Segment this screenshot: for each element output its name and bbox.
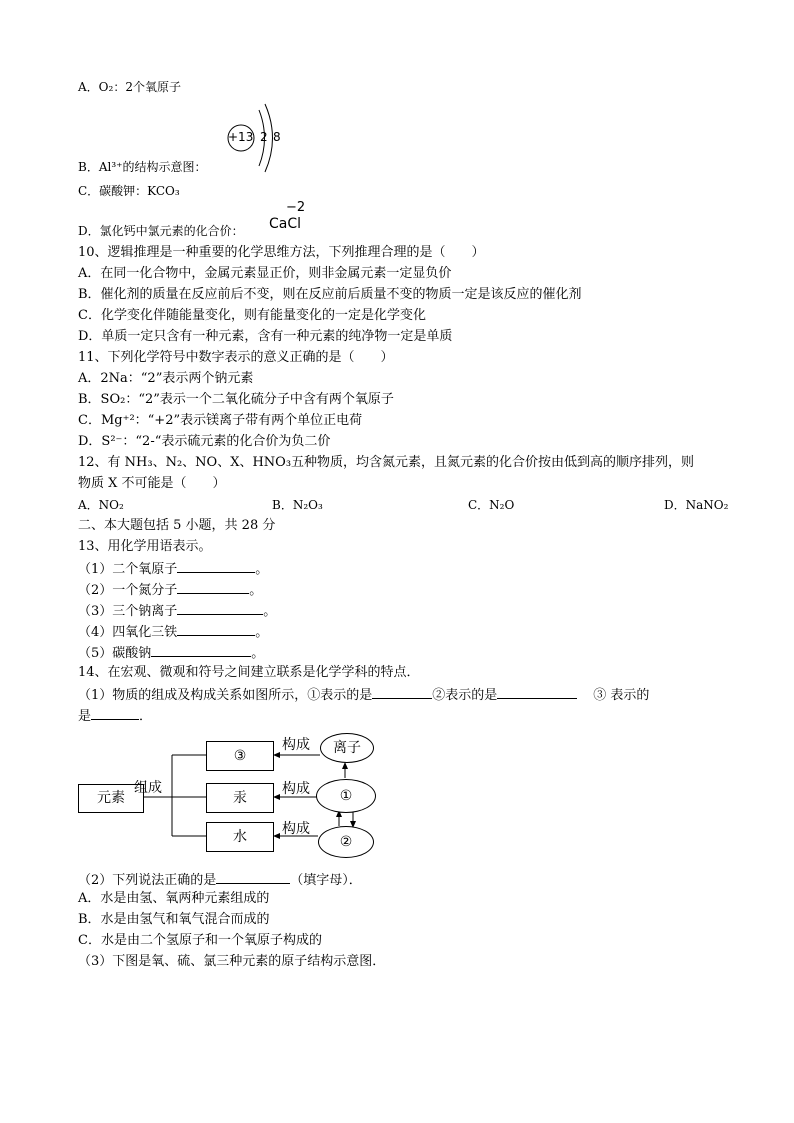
q9-option-b: B．Al³⁺的结构示意图： <box>78 160 207 174</box>
q10-option-a: A．在同一化合物中，金属元素显正价，则非金属元素一定显负价 <box>78 266 452 281</box>
q14-part2-option-c: C．水是由二个氢原子和一个氧原子构成的 <box>78 933 322 948</box>
section2-heading: 二、本大题包括 5 小题，共 28 分 <box>78 518 276 533</box>
q11-option-c: C．Mg⁺²：“+2”表示镁离子带有两个单位正电荷 <box>78 413 363 428</box>
q9-option-a: A．O₂：2个氧原子 <box>78 80 181 94</box>
q11-option-b: B．SO₂：“2”表示一个二氧化硫分子中含有两个氧原子 <box>78 392 394 407</box>
q14-part1-label-b: ②表示的是 <box>432 688 498 703</box>
q10-option-b: B．催化剂的质量在反应前后不变，则在反应前后质量不变的物质一定是该反应的催化剂 <box>78 287 582 302</box>
q12-option-a: A．NO₂ <box>78 498 124 512</box>
q10-option-d: D．单质一定只含有一种元素，含有一种元素的纯净物一定是单质 <box>78 329 453 344</box>
q13-part2-end: 。 <box>249 583 263 598</box>
q13-part3-end: 。 <box>263 604 277 619</box>
q13-part1-end: 。 <box>255 562 269 577</box>
q13-part1-label: （1）二个氧原子 <box>78 562 178 577</box>
q10-stem: 10、逻辑推理是一种重要的化学思维方法，下列推理合理的是（ ） <box>78 245 485 260</box>
q14-part2-option-b: B．水是由氢气和氧气混合而成的 <box>78 912 270 927</box>
water-box: 水 <box>206 822 274 852</box>
q14-part2-end: （填字母）． <box>290 873 362 888</box>
q14-part1-label-a: （1）物质的组成及构成关系如图所示，①表示的是 <box>78 688 373 703</box>
q12-stem-line1: 12、有 NH₃、N₂、NO、X、HNO₃五种物质，均含氮元素，且氮元素的化合价按由低到高的顺序排列，则 <box>78 455 695 470</box>
q12-stem-line2: 物质 X 不可能是（ ） <box>78 476 226 491</box>
q9-option-c: C．碳酸钾：KCO₃ <box>78 184 180 198</box>
q13-part5-end: 。 <box>251 646 265 661</box>
q13-part3-label: （3）三个钠离子 <box>78 604 178 619</box>
q13-stem: 13、用化学用语表示。 <box>78 539 212 554</box>
constitute-label-2: 构成 <box>282 781 310 797</box>
q11-option-a: A．2Na：“2”表示两个钠元素 <box>78 371 254 386</box>
q14-part1-label-d: 是 <box>78 709 92 724</box>
q10-option-c: C．化学变化伴随能量变化，则有能量变化的一定是化学变化 <box>78 308 426 323</box>
q14-part3: （3）下图是氧、硫、氯三种元素的原子结构示意图． <box>78 954 386 969</box>
q14-stem: 14、在宏观、微观和符号之间建立联系是化学学科的特点． <box>78 665 420 680</box>
al-shell1-label: 2 <box>260 130 268 144</box>
compose-label: 组成 <box>134 780 162 796</box>
cacl-valence: −2 <box>286 200 306 215</box>
element-box: 元素 <box>78 784 144 813</box>
q14-part2-blank[interactable] <box>216 870 290 884</box>
constitute-label-3: 构成 <box>282 821 310 837</box>
q14-part2-option-a: A．水是由氢、氧两种元素组成的 <box>78 891 270 906</box>
al-shell2-label: 8 <box>273 130 281 144</box>
q13-part4-label: （4）四氧化三铁 <box>78 625 178 640</box>
constitute-label-1: 构成 <box>282 737 310 753</box>
q14-part1-label-c: ③ 表示的 <box>593 688 650 703</box>
q14-part2 <box>78 870 362 890</box>
q12-option-d: D．NaNO₂ <box>664 498 729 512</box>
q11-stem: 11、下列化学符号中数字表示的意义正确的是（ ） <box>78 350 394 365</box>
al-nucleus-label: +13 <box>228 130 254 144</box>
box-3: ③ <box>206 741 274 771</box>
q14-part2-label: （2）下列说法正确的是 <box>78 873 217 888</box>
q12-option-c: C．N₂O <box>468 498 515 512</box>
q12-option-b: B．N₂O₃ <box>272 498 323 512</box>
circle-2-ellipse: ② <box>318 826 374 858</box>
q9-option-d: D．氯化钙中氯元素的化合价： <box>78 224 244 238</box>
q11-option-d: D．S²⁻：“2-“表示硫元素的化合价为负二价 <box>78 434 331 449</box>
q13-part5-label: （5）碳酸钠 <box>78 646 152 661</box>
q13-part4-end: 。 <box>255 625 269 640</box>
mercury-box: 汞 <box>206 783 274 813</box>
circle-1-ellipse: ① <box>316 779 376 813</box>
q13-part2-label: （2）一个氮分子 <box>78 583 178 598</box>
q14-part1-end: ． <box>139 709 153 724</box>
cacl-formula: CaCl <box>269 216 302 232</box>
ion-ellipse: 离子 <box>320 733 374 763</box>
